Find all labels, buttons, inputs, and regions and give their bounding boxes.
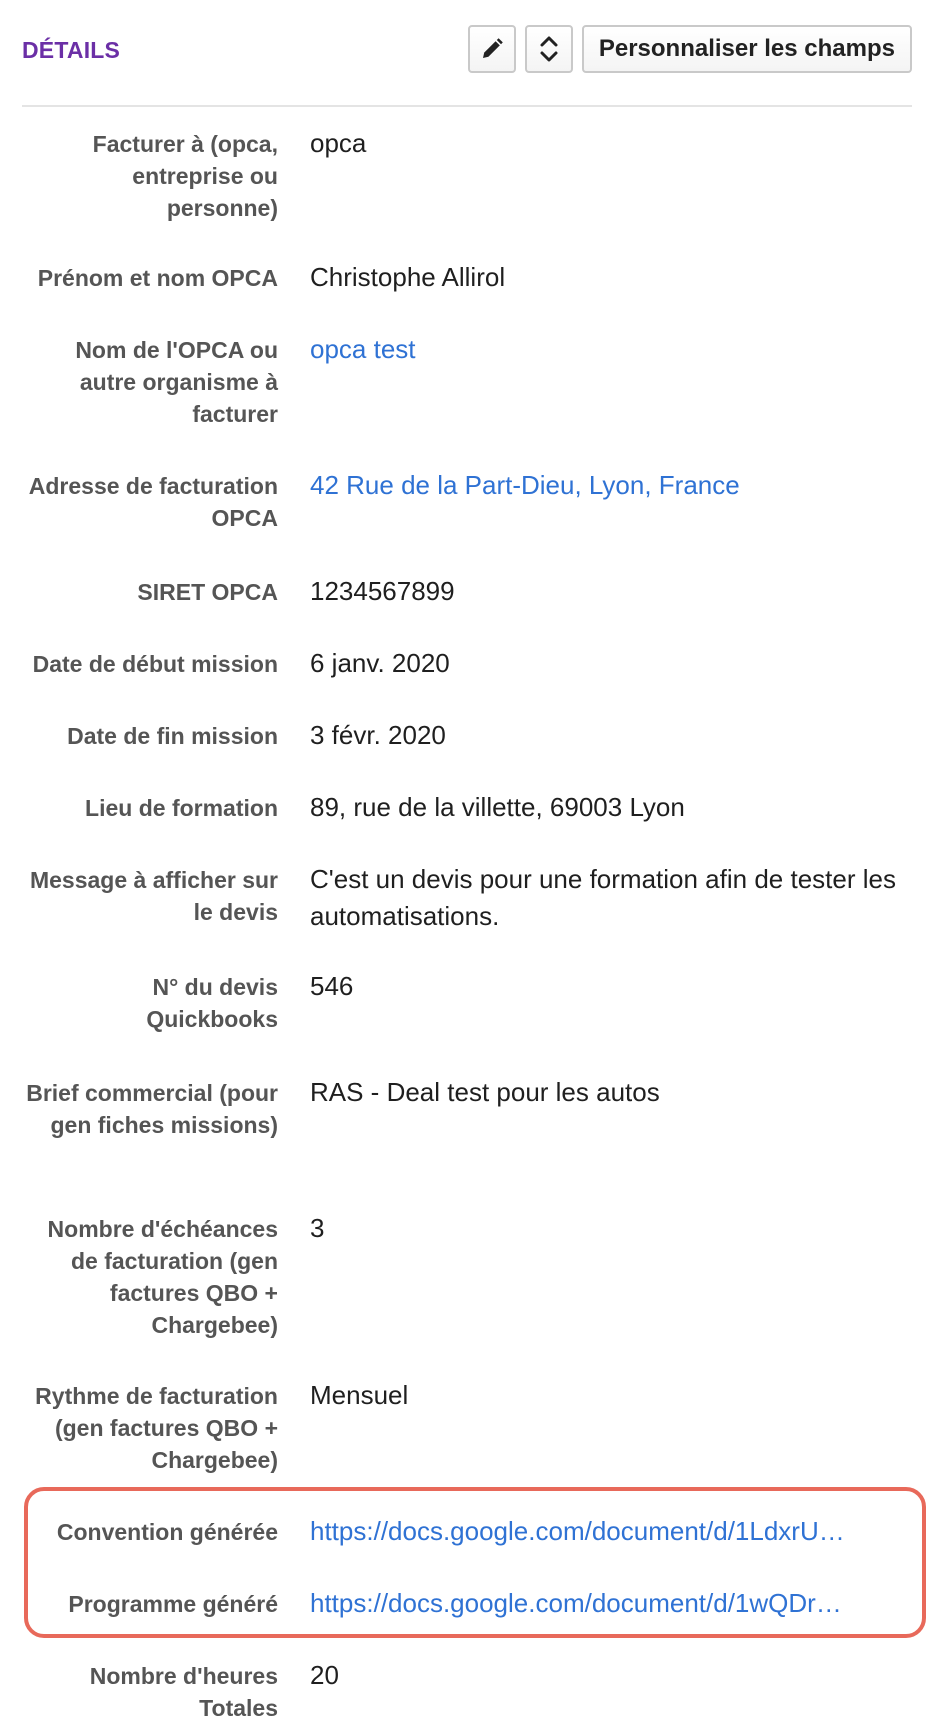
field-label: Adresse de facturation OPCA bbox=[28, 473, 278, 531]
field-value[interactable]: Mensuel bbox=[310, 1380, 409, 1410]
pencil-icon bbox=[480, 37, 504, 61]
field-label: Date de fin mission bbox=[67, 723, 278, 749]
field-label: Date de début mission bbox=[32, 651, 278, 677]
field-label: Lieu de formation bbox=[85, 795, 278, 821]
reorder-button[interactable] bbox=[525, 25, 573, 73]
header-toolbar bbox=[468, 25, 912, 73]
field-value[interactable]: 1234567899 bbox=[310, 576, 455, 606]
field-value[interactable]: Christophe Allirol bbox=[310, 262, 506, 292]
field-label: Rythme de facturation (gen factures QBO + Chargebee) bbox=[35, 1383, 278, 1473]
customize-fields-button[interactable]: Personnaliser les champs bbox=[582, 25, 912, 73]
field-label: Facturer à (opca, entreprise ou personne) bbox=[92, 131, 278, 221]
edit-button[interactable] bbox=[468, 25, 516, 73]
header-divider bbox=[22, 105, 912, 107]
field-label: Programme généré bbox=[68, 1591, 278, 1617]
opca-name-link[interactable]: opca test bbox=[310, 334, 416, 364]
field-label: Nom de l'OPCA ou autre organisme à facturer bbox=[75, 337, 278, 427]
section-title: DÉTAILS bbox=[22, 37, 121, 63]
field-label: Nombre d'heures Totales bbox=[89, 1663, 278, 1721]
billing-address-link[interactable]: 42 Rue de la Part-Dieu, Lyon, France bbox=[310, 470, 740, 500]
field-label: Brief commercial (pour gen fiches missions) bbox=[26, 1080, 278, 1138]
field-value[interactable]: 20 bbox=[310, 1660, 339, 1690]
field-value[interactable]: 6 janv. 2020 bbox=[310, 648, 450, 678]
details-header bbox=[22, 25, 912, 73]
field-label: Message à afficher sur le devis bbox=[29, 867, 278, 925]
generated-agreement-link[interactable]: https://docs.google.com/document/d/1LdxrU… bbox=[310, 1516, 845, 1546]
field-value[interactable]: 546 bbox=[310, 971, 354, 1001]
field-label: Nombre d'échéances de facturation (gen factures QBO + Chargebee) bbox=[47, 1216, 278, 1338]
field-label: Convention générée bbox=[56, 1519, 278, 1545]
field-value[interactable]: 3 bbox=[310, 1213, 325, 1243]
field-label: SIRET OPCA bbox=[137, 579, 278, 605]
field-value[interactable]: 89, rue de la villette, 69003 Lyon bbox=[310, 792, 685, 822]
field-value[interactable]: C'est un devis pour une formation afin de tester les automatisations. bbox=[310, 864, 896, 931]
generated-program-link[interactable]: https://docs.google.com/document/d/1wQDr… bbox=[310, 1588, 842, 1618]
field-value[interactable]: RAS - Deal test pour les autos bbox=[310, 1077, 660, 1107]
field-value[interactable]: 3 févr. 2020 bbox=[310, 720, 446, 750]
field-value[interactable]: opca bbox=[310, 128, 367, 158]
field-label: N° du devis Quickbooks bbox=[146, 974, 278, 1032]
field-label: Prénom et nom OPCA bbox=[37, 265, 278, 291]
sort-arrows-icon bbox=[538, 35, 560, 63]
